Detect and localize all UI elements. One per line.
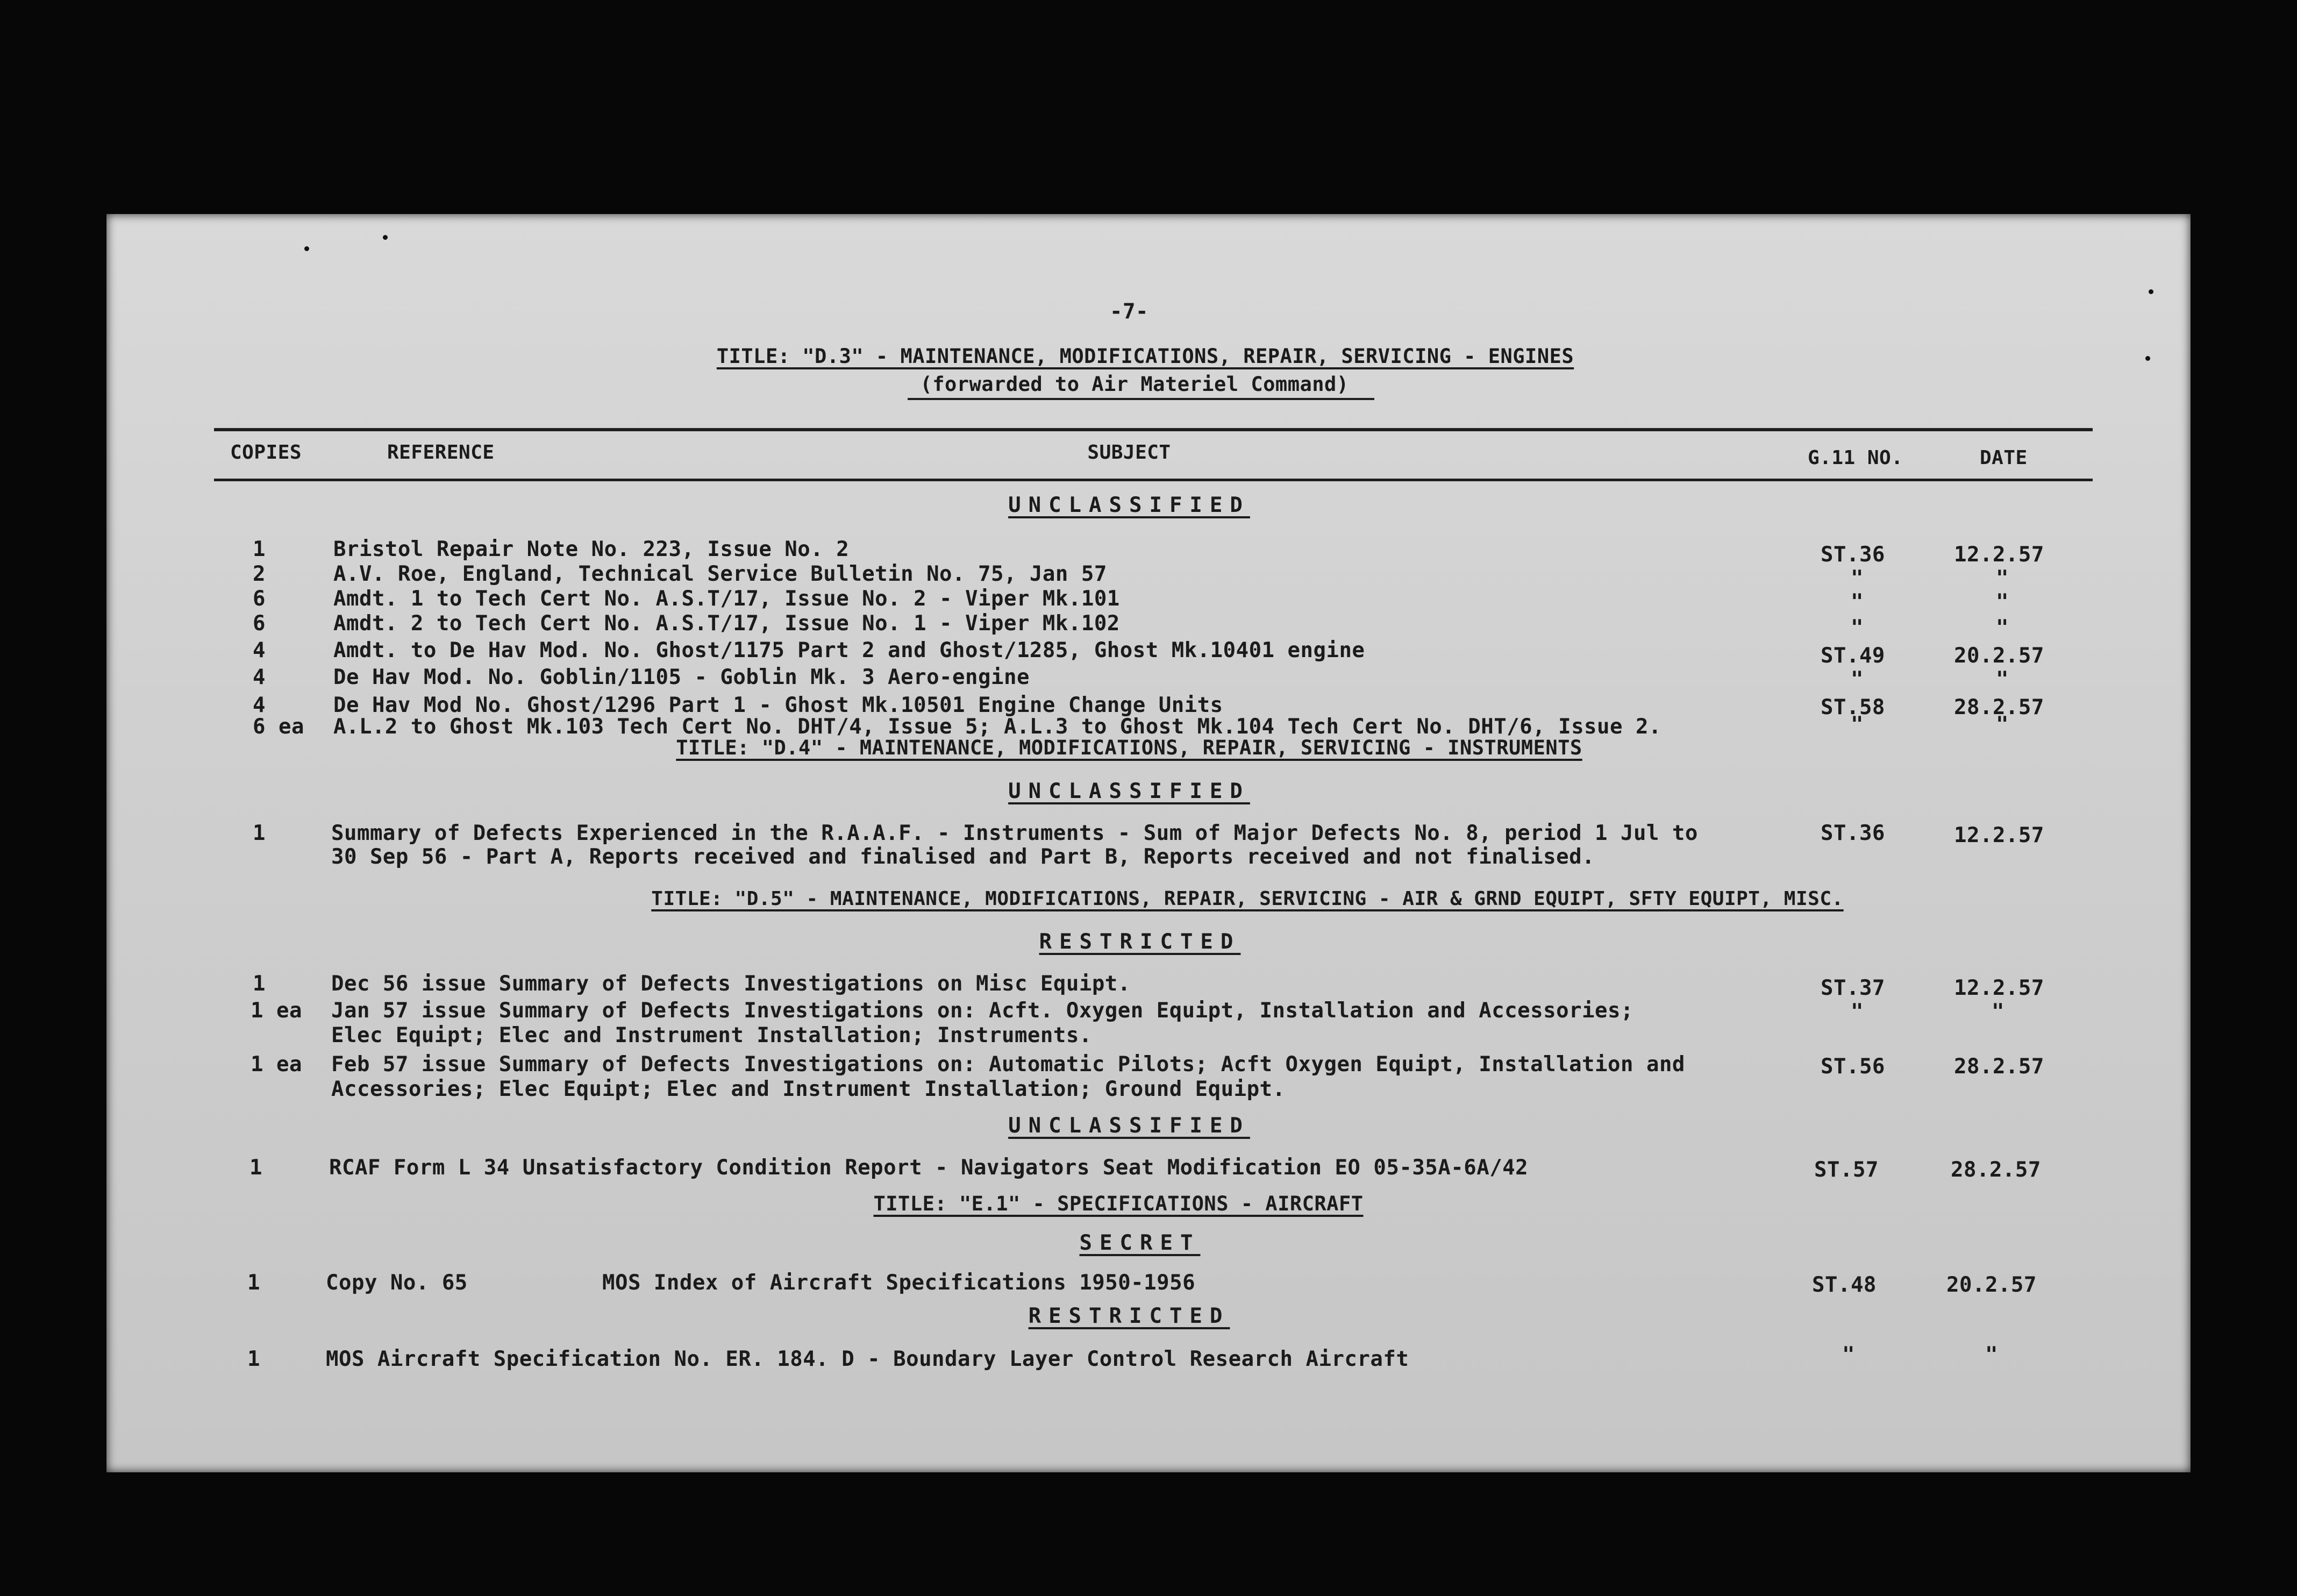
classification-restricted: RESTRICTED: [1039, 930, 1241, 954]
header-date: DATE: [1980, 447, 2028, 469]
subject-cell: Amdt. to De Hav Mod. No. Ghost/1175 Part 2 and Ghost/1285, Ghost Mk.10401 engine: [333, 638, 1365, 662]
subject-cell: RCAF Form L 34 Unsatisfactory Condition Report - Navigators Seat Modification EO 05-35A-6A/42: [329, 1156, 1529, 1180]
date-cell: 28.2.57: [1954, 695, 2044, 719]
g11-cell: ": [1842, 1343, 1855, 1367]
copies-cell: 1: [247, 1347, 260, 1371]
copies-cell: 4: [253, 638, 266, 662]
g11-cell: ST.36: [1821, 543, 1885, 567]
date-cell: ": [1996, 590, 2009, 614]
subject-cell-line2: Accessories; Elec Equipt; Elec and Instrument Installation; Ground Equipt.: [331, 1077, 1286, 1101]
copies-cell: 1 ea: [251, 1052, 302, 1077]
g11-cell: ST.56: [1821, 1054, 1885, 1079]
copies-cell: 6: [253, 587, 266, 611]
copies-cell: 4: [253, 665, 266, 689]
copies-cell: 4: [253, 693, 266, 717]
subject-cell: De Hav Mod. No. Goblin/1105 - Goblin Mk. 3 Aero-engine: [333, 665, 1030, 689]
document-title: TITLE: "D.3" - MAINTENANCE, MODIFICATIONS, REPAIR, SERVICING - ENGINES: [716, 345, 1574, 368]
subject-cell: Dec 56 issue Summary of Defects Investigations on Misc Equipt.: [331, 972, 1131, 996]
date-cell: ": [1996, 616, 2009, 640]
copies-cell: 1: [253, 821, 266, 845]
date-cell: ": [1996, 712, 2009, 737]
subject-cell: Feb 57 issue Summary of Defects Investigations on: Automatic Pilots; Acft Oxygen Equipt, Installation and: [331, 1052, 1685, 1077]
g11-cell: ST.58: [1821, 695, 1885, 719]
speck: [2149, 289, 2153, 294]
g11-cell: ": [1851, 616, 1864, 640]
subject-cell: A.L.2 to Ghost Mk.103 Tech Cert No. DHT/4, Issue 5; A.L.3 to Ghost Mk.104 Tech Cert No. DHT/6, Issue 2.: [333, 715, 1661, 739]
subject-cell: A.V. Roe, England, Technical Service Bulletin No. 75, Jan 57: [333, 562, 1107, 586]
subject-cell: Amdt. 1 to Tech Cert No. A.S.T/17, Issue No. 2 - Viper Mk.101: [333, 587, 1120, 611]
date-cell: 12.2.57: [1954, 976, 2044, 1000]
subject-cell: MOS Aircraft Specification No. ER. 184. D - Boundary Layer Control Research Aircraft: [326, 1347, 1409, 1371]
header-g11: G.11 NO.: [1808, 447, 1903, 469]
copies-cell: 2: [253, 562, 266, 586]
section-title-e1: TITLE: "E.1" - SPECIFICATIONS - AIRCRAFT: [873, 1192, 1364, 1215]
g11-cell: ": [1851, 712, 1864, 737]
g11-cell: ": [1851, 566, 1864, 590]
date-cell: 28.2.57: [1951, 1158, 2041, 1182]
header-reference: REFERENCE: [387, 441, 495, 464]
copies-cell: 1: [253, 972, 266, 996]
subject-cell: Bristol Repair Note No. 223, Issue No. 2: [333, 537, 850, 561]
g11-cell: ST.48: [1812, 1273, 1877, 1297]
date-cell: 12.2.57: [1954, 543, 2044, 567]
classification-secret: SECRET: [1079, 1231, 1201, 1255]
copies-cell: 1: [249, 1156, 262, 1180]
subject-cell-line2: 30 Sep 56 - Part A, Reports received and finalised and Part B, Reports received and not finalised.: [331, 845, 1595, 869]
g11-cell: ": [1851, 590, 1864, 614]
section-title-d4: TITLE: "D.4" - MAINTENANCE, MODIFICATIONS, REPAIR, SERVICING - INSTRUMENTS: [676, 736, 1582, 759]
reference-cell: Copy No. 65: [326, 1271, 468, 1295]
copies-cell: 6 ea: [253, 715, 304, 739]
page-number: -7-: [1110, 300, 1148, 324]
date-cell: ": [1996, 667, 2009, 692]
g11-cell: ST.37: [1821, 976, 1885, 1000]
header-copies: COPIES: [230, 441, 302, 464]
date-cell: 20.2.57: [1954, 644, 2044, 668]
document-subtitle: (forwarded to Air Materiel Command): [920, 373, 1349, 396]
g11-cell: ST.36: [1821, 821, 1885, 845]
date-cell: 20.2.57: [1946, 1273, 2037, 1297]
g11-cell: ST.57: [1814, 1158, 1879, 1182]
classification-unclassified: UNCLASSIFIED: [1008, 1114, 1250, 1138]
subject-cell: MOS Index of Aircraft Specifications 1950-1956: [602, 1271, 1196, 1295]
classification-unclassified: UNCLASSIFIED: [1008, 779, 1250, 803]
g11-cell: ": [1851, 667, 1864, 692]
date-cell: ": [1996, 566, 2009, 590]
header-bottom-rule: [214, 479, 2093, 481]
g11-cell: ST.49: [1821, 644, 1885, 668]
copies-cell: 1: [253, 537, 266, 561]
speck: [383, 235, 388, 240]
g11-cell: ": [1851, 1000, 1864, 1024]
date-cell: 12.2.57: [1954, 823, 2044, 847]
date-cell: ": [1992, 1000, 2004, 1024]
header-top-rule: [214, 428, 2093, 431]
subject-cell: Jan 57 issue Summary of Defects Investigations on: Acft. Oxygen Equipt, Installation and Accessories;: [331, 999, 1633, 1023]
subtitle-underline: [908, 398, 1374, 400]
section-title-d5: TITLE: "D.5" - MAINTENANCE, MODIFICATIONS, REPAIR, SERVICING - AIR & GRND EQUIPT, SFTY EQUIPT, MISC.: [651, 888, 1844, 910]
copies-cell: 1 ea: [251, 999, 302, 1023]
date-cell: ": [1985, 1343, 1998, 1367]
subject-cell: Summary of Defects Experienced in the R.A.A.F. - Instruments - Sum of Major Defects No. 8, period 1 Jul to: [331, 821, 1698, 845]
subject-cell: De Hav Mod No. Ghost/1296 Part 1 - Ghost Mk.10501 Engine Change Units: [333, 693, 1223, 717]
subject-cell: Amdt. 2 to Tech Cert No. A.S.T/17, Issue No. 1 - Viper Mk.102: [333, 611, 1120, 636]
classification-unclassified: UNCLASSIFIED: [1008, 493, 1250, 517]
copies-cell: 6: [253, 611, 266, 636]
classification-restricted: RESTRICTED: [1028, 1304, 1230, 1328]
speck: [304, 246, 309, 251]
header-subject: SUBJECT: [1087, 441, 1171, 464]
copies-cell: 1: [247, 1271, 260, 1295]
date-cell: 28.2.57: [1954, 1054, 2044, 1079]
subject-cell-line2: Elec Equipt; Elec and Instrument Installation; Instruments.: [331, 1023, 1092, 1048]
speck: [2145, 356, 2150, 361]
